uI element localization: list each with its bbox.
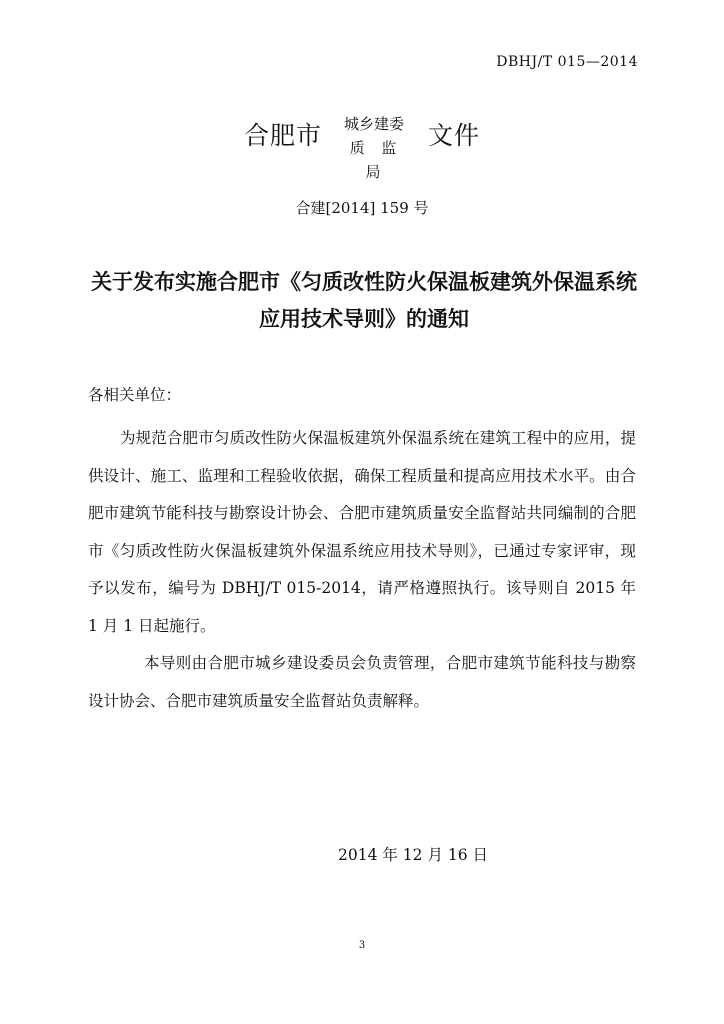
issuer-dept-line-2: 质 监 局 bbox=[349, 139, 403, 181]
page-number: 3 bbox=[358, 940, 366, 951]
issuer-doc-word: 文件 bbox=[428, 121, 481, 150]
salutation: 各相关单位： bbox=[88, 386, 182, 404]
issuer-dept-line-1: 城乡建委 bbox=[343, 115, 404, 133]
issuer-city: 合肥市 bbox=[244, 121, 323, 150]
issuer-departments bbox=[338, 112, 410, 184]
issue-date: 2014 年 12 月 16 日 bbox=[338, 846, 489, 864]
standard-code: DBHJ/T 015—2014 bbox=[496, 54, 638, 70]
body-paragraph-1: 为规范合肥市匀质改性防火保温板建筑外保温系统在建筑工程中的应用，提供设计、施工、监理和工程验收依据，确保工程质量和提高应用技术水平。由合肥市建筑节能科技与勘察设计协会、合肥市建筑质量安全监督站共同编制的合肥市《匀质改性防火保温板建筑外保温系统应用技术导则》，已通过专家评审，现予以发布，编号为 DBHJ/T 015-2014，请严格遵照执行。该导则自 2015 年 1 月 1 日起施行。 bbox=[88, 429, 636, 635]
reference-number: 合建[2014] 159 号 bbox=[295, 199, 429, 217]
body-paragraph-2: 本导则由合肥市城乡建设委员会负责管理，合肥市建筑节能科技与勘察设计协会、合肥市建筑质量安全监督站负责解释。 bbox=[88, 654, 636, 710]
notice-title: 关于发布实施合肥市《匀质改性防火保温板建筑外保温系统应用技术导则》的通知 bbox=[91, 270, 637, 331]
issuer-header bbox=[0, 112, 724, 181]
